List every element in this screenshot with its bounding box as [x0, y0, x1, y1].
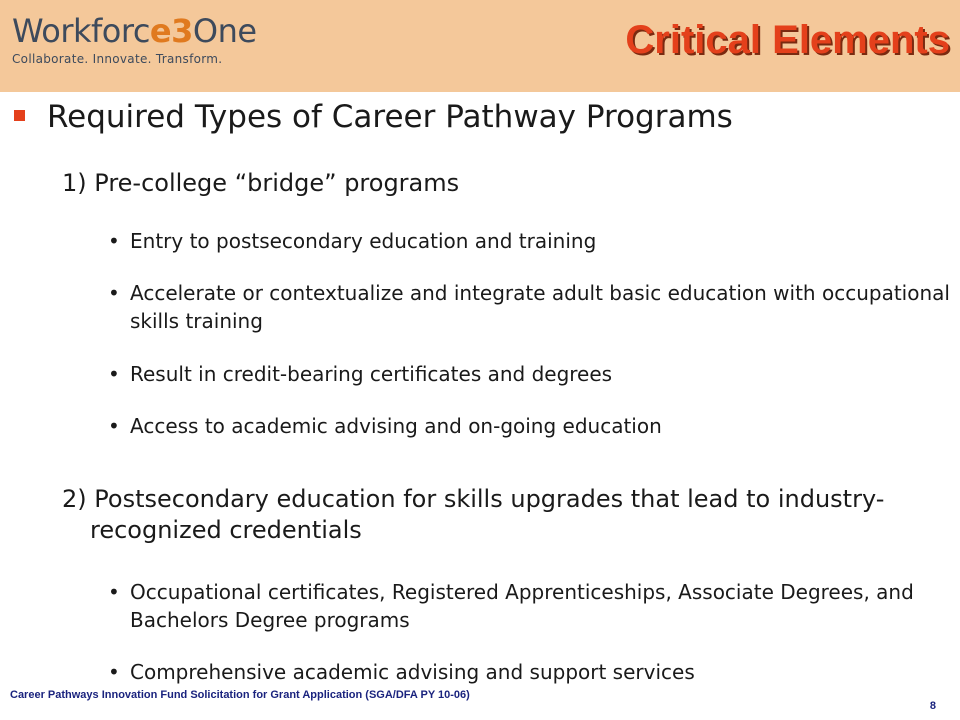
program-2-item — [108, 578, 960, 634]
program-2-item-text: Comprehensive academic advising and support services — [130, 660, 695, 684]
program-1-item — [108, 360, 960, 388]
program-1-item-text: Entry to postsecondary education and training — [130, 229, 597, 253]
program-1-item-text: Accelerate or contextualize and integrate adult basic education with occupational skills training — [130, 281, 950, 333]
bullet-dot-icon: • — [108, 414, 120, 438]
bullet-dot-icon: • — [108, 660, 120, 684]
program-1-item — [108, 412, 960, 440]
main-bullet — [14, 97, 944, 137]
logo-tagline: Collaborate. Innovate. Transform. — [12, 52, 223, 66]
logo-name-part1: Workforc — [12, 12, 150, 50]
workforce3one-logo — [12, 14, 257, 66]
bullet-dot-icon: • — [108, 229, 120, 253]
logo-e3-mark: e3 — [149, 12, 193, 50]
program-1-item — [108, 279, 960, 335]
program-1-label: 1) Pre-college “bridge” programs — [62, 169, 460, 197]
program-2-item-text: Occupational certificates, Registered Apprenticeships, Associate Degrees, and Bachelors Degree programs — [130, 580, 914, 632]
square-bullet-icon — [14, 110, 25, 121]
footer-text: Career Pathways Innovation Fund Solicitation for Grant Application (SGA/DFA PY 10-06) — [10, 689, 470, 701]
program-1-item-text: Access to academic advising and on-going education — [130, 414, 662, 438]
slide-title: Critical Elements — [625, 18, 950, 62]
bullet-dot-icon: • — [108, 281, 120, 305]
bullet-dot-icon: • — [108, 362, 120, 386]
program-2-item — [108, 658, 960, 686]
header-band — [0, 0, 960, 92]
program-1-item-text: Result in credit-bearing certificates and degrees — [130, 362, 613, 386]
bullet-dot-icon: • — [108, 580, 120, 604]
program-1-item — [108, 227, 960, 255]
page-number: 8 — [929, 700, 936, 712]
logo-name — [12, 14, 257, 48]
program-2-label: 2) Postsecondary education for skills upgrades that lead to industry-recognized credentials — [62, 485, 885, 544]
main-heading: Required Types of Career Pathway Programs — [47, 99, 733, 135]
logo-name-part2: One — [192, 12, 257, 50]
